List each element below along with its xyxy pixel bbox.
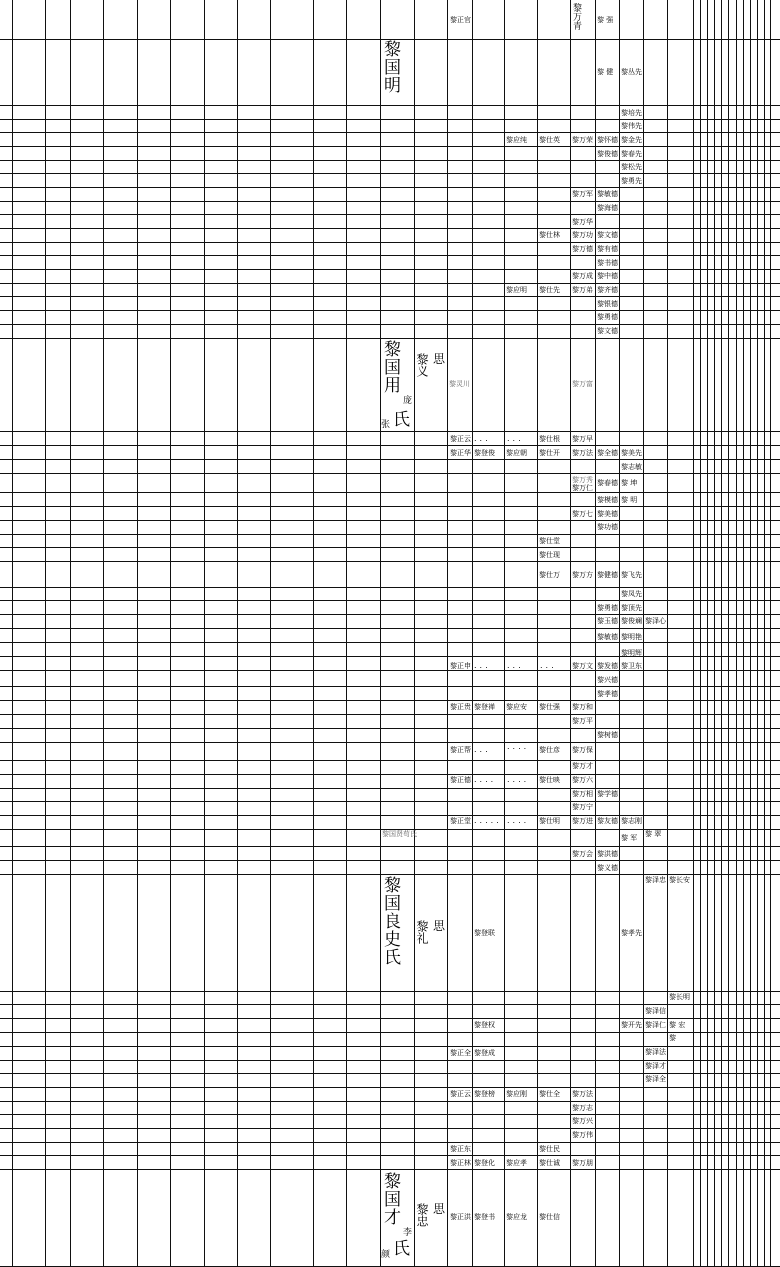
genealogy-entry: 黎万秀 — [572, 476, 593, 484]
genealogy-entry: 黎金先 — [621, 136, 642, 144]
genealogy-entry: 黎顶先 — [621, 604, 642, 612]
ancestor-name: 黎国明 — [380, 40, 400, 94]
ancestor-name: 黎国用 — [380, 340, 400, 394]
genealogy-entry: 黎勇德 — [597, 604, 618, 612]
genealogy-entry: 黎应明 — [506, 286, 527, 294]
generation-name: 思 — [433, 1202, 446, 1216]
genealogy-entry: 黎应孝 — [506, 1159, 527, 1167]
genealogy-entry: 黎明辉 — [621, 649, 642, 657]
genealogy-entry: 黎灵川 — [449, 380, 470, 388]
genealogy-entry: 黎丛先 — [621, 68, 642, 76]
genealogy-entry: 黎 坤 — [621, 479, 638, 487]
genealogy-entry: 黎万荣 — [572, 136, 593, 144]
genealogy-entry: 黎泽法 — [645, 1048, 666, 1056]
ellipsis-mark: ... — [474, 745, 491, 754]
genealogy-entry: 黎万宁 — [572, 803, 593, 811]
ellipsis-mark: .... — [507, 816, 530, 825]
genealogy-entry: 黎应朝 — [506, 449, 527, 457]
genealogy-entry: 黎泽信 — [645, 1007, 666, 1015]
genealogy-entry: 黎健德 — [597, 571, 618, 579]
genealogy-entry: 黎万平 — [572, 717, 593, 725]
genealogy-entry: 黎敏德 — [597, 190, 618, 198]
genealogy-entry: 黎仕全 — [539, 1090, 560, 1098]
genealogy-entry: 黎有德 — [597, 245, 618, 253]
genealogy-entry: 黎 强 — [597, 16, 614, 24]
genealogy-entry: 黎文德 — [597, 327, 618, 335]
genealogy-entry: 黎正华 — [450, 449, 471, 457]
ellipsis-mark: ... — [540, 661, 557, 670]
genealogy-entry: 黎敏德 — [597, 633, 618, 641]
ellipsis-mark: .... — [474, 775, 497, 784]
genealogy-entry: 黎中德 — [597, 272, 618, 280]
genealogy-entry: 黎长明 — [669, 993, 690, 1001]
genealogy-entry: 黎勇先 — [621, 177, 642, 185]
ancestor-spouse-suffix: 氏 — [393, 1239, 410, 1259]
ellipsis-mark: ... — [474, 434, 491, 443]
genealogy-entry: 黎万会 — [572, 850, 593, 858]
genealogy-entry: 黎仕信 — [539, 1213, 560, 1221]
genealogy-entry: 黎万仁 — [572, 484, 593, 492]
genealogy-entry: 黎万兴 — [572, 1117, 593, 1125]
genealogy-entry: 黎万富 — [572, 380, 593, 388]
genealogy-entry: 黎仕现 — [539, 551, 560, 559]
ellipsis-mark: ... — [507, 434, 524, 443]
genealogy-entry: 黎万伟 — [572, 1131, 593, 1139]
genealogy-entry: 黎登榜 — [474, 1090, 495, 1098]
genealogy-entry: 黎 — [669, 1034, 676, 1042]
genealogy-entry: 黎泽心 — [645, 617, 666, 625]
genealogy-entry: 黎开先 — [621, 1021, 642, 1029]
genealogy-entry: 黎培先 — [621, 109, 642, 117]
genealogy-entry: 黎长安 — [669, 876, 690, 884]
genealogy-entry: 黎学德 — [597, 790, 618, 798]
genealogy-entry: 黎万六 — [572, 776, 593, 784]
genealogy-entry: 黎美德 — [597, 510, 618, 518]
genealogy-entry: 黎孝先 — [621, 929, 642, 937]
generation-name: 黎礼 — [415, 920, 429, 944]
genealogy-entry: 黎俊德 — [597, 150, 618, 158]
ancestor-spouse-suffix: 氏 — [393, 410, 410, 430]
genealogy-entry: 黎应龙 — [506, 1213, 527, 1221]
genealogy-entry: 黎松先 — [621, 163, 642, 171]
genealogy-entry: 黎孝德 — [597, 690, 618, 698]
genealogy-entry: 黎万青 — [571, 3, 581, 30]
genealogy-entry: 黎仕强 — [539, 703, 560, 711]
genealogy-entry: 黎志敏 — [621, 463, 642, 471]
ellipsis-mark: .... — [507, 742, 530, 751]
genealogy-entry: 黎仕明 — [539, 817, 560, 825]
genealogy-entry: 黎应纯 — [506, 136, 527, 144]
genealogy-entry: 黎应安 — [506, 703, 527, 711]
genealogy-entry: 黎义德 — [597, 864, 618, 872]
genealogy-entry: 黎万保 — [572, 746, 593, 754]
genealogy-entry: 黎正全 — [450, 1049, 471, 1057]
genealogy-entry: 黎志刚 — [621, 817, 642, 825]
genealogy-entry: 黎仕先 — [539, 286, 560, 294]
generation-name: 思 — [433, 352, 446, 366]
genealogy-entry: 黎万军 — [572, 190, 593, 198]
genealogy-entry: 黎万进 — [572, 817, 593, 825]
ancestor-spouse: 李 — [403, 1228, 413, 1238]
genealogy-entry: 黎登联 — [474, 929, 495, 937]
genealogy-entry: 黎万志 — [572, 1104, 593, 1112]
genealogy-entry: 黎凤先 — [621, 590, 642, 598]
genealogy-entry: 黎万相 — [572, 790, 593, 798]
genealogy-entry: 黎登书 — [474, 1213, 495, 1221]
ellipsis-mark: .... — [507, 775, 530, 784]
genealogy-entry: 黎仕民 — [539, 1145, 560, 1153]
ancestor-name: 黎国良史氏 — [380, 876, 400, 966]
genealogy-entry: 黎仕映 — [539, 776, 560, 784]
genealogy-entry: 黎泽忠 — [645, 876, 666, 884]
genealogy-entry: 黎仕诚 — [539, 1159, 560, 1167]
generation-name: 黎义 — [415, 353, 429, 377]
genealogy-entry: 黎 明 — [621, 496, 638, 504]
genealogy-entry: 黎登权 — [474, 1021, 495, 1029]
genealogy-entry: 黎卫东 — [621, 662, 642, 670]
generation-name: 思 — [433, 919, 446, 933]
genealogy-entry: 黎怀德 — [597, 136, 618, 144]
genealogy-entry: 黎万早 — [572, 435, 593, 443]
genealogy-entry: 黎仕开 — [539, 449, 560, 457]
ellipsis-mark: ... — [474, 661, 491, 670]
genealogy-entry: 黎勇德 — [597, 313, 618, 321]
genealogy-entry: 黎发德 — [597, 662, 618, 670]
genealogy-entry: 黎 翠 — [645, 830, 662, 838]
genealogy-entry: 黎泽仁 — [645, 1021, 666, 1029]
genealogy-entry: 黎万华 — [572, 218, 593, 226]
genealogy-entry: 黎伟先 — [621, 122, 642, 130]
genealogy-entry: 黎万和 — [572, 703, 593, 711]
genealogy-entry: 黎洪德 — [597, 850, 618, 858]
genealogy-entry: 黎正帮 — [450, 746, 471, 754]
genealogy-entry: 黎登化 — [474, 1159, 495, 1167]
genealogy-entry: 黎仕彦 — [539, 746, 560, 754]
genealogy-entry: 黎万文 — [572, 662, 593, 670]
genealogy-entry: 黎模德 — [597, 496, 618, 504]
genealogy-entry: 黎正官 — [450, 16, 471, 24]
genealogy-entry: 黎玉德 — [597, 617, 618, 625]
genealogy-entry: 黎正洪 — [450, 1213, 471, 1221]
genealogy-entry: 黎明艳 — [621, 633, 642, 641]
genealogy-entry: 黎文德 — [597, 231, 618, 239]
ancestor-spouse: 张 — [381, 420, 391, 430]
genealogy-entry: 黎仕英 — [539, 136, 560, 144]
genealogy-entry: 黎仕堂 — [539, 537, 560, 545]
genealogy-entry: 黎泽才 — [645, 1062, 666, 1070]
genealogy-entry: 黎正申 — [450, 662, 471, 670]
genealogy-entry: 黎飞先 — [621, 571, 642, 579]
genealogy-entry: 黎美先 — [621, 449, 642, 457]
genealogy-entry: 黎万弟 — [572, 286, 593, 294]
genealogy-entry: 黎仕林 — [539, 231, 560, 239]
genealogy-entry: 黎 健 — [597, 68, 614, 76]
genealogy-entry: 黎功德 — [597, 523, 618, 531]
genealogy-entry: 黎万朋 — [572, 1159, 593, 1167]
ancestor-name: 黎国才 — [380, 1172, 400, 1226]
genealogy-entry: 黎兴德 — [597, 676, 618, 684]
genealogy-entry: 黎万功 — [572, 231, 593, 239]
genealogy-entry: 黎登禅 — [474, 703, 495, 711]
ancestor-entry: 黎国贤苟氏 — [382, 830, 417, 838]
genealogy-entry: 黎万成 — [572, 272, 593, 280]
genealogy-entry: 黎全德 — [597, 449, 618, 457]
genealogy-entry: 黎齐德 — [597, 286, 618, 294]
genealogy-entry: 黎仕根 — [539, 435, 560, 443]
genealogy-entry: 黎俊斓 — [621, 617, 642, 625]
genealogy-entry: 黎万法 — [572, 449, 593, 457]
genealogy-entry: 黎登成 — [474, 1049, 495, 1057]
ancestor-spouse: 颜 — [381, 1250, 391, 1260]
genealogy-entry: 黎万法 — [572, 1090, 593, 1098]
ancestor-spouse: 庞 — [403, 396, 413, 406]
genealogy-entry: 黎春先 — [621, 150, 642, 158]
genealogy-entry: 黎海德 — [597, 204, 618, 212]
genealogy-entry: 黎正东 — [450, 1145, 471, 1153]
genealogy-entry: 黎树德 — [597, 731, 618, 739]
genealogy-entry: 黎正林 — [450, 1159, 471, 1167]
genealogy-entry: 黎万才 — [572, 762, 593, 770]
genealogy-entry: 黎泽全 — [645, 1075, 666, 1083]
genealogy-entry: 黎正云 — [450, 435, 471, 443]
genealogy-entry: 黎仕万 — [539, 571, 560, 579]
genealogy-entry: 黎友德 — [597, 817, 618, 825]
generation-name: 黎忠 — [415, 1203, 429, 1227]
genealogy-entry: 黎应刚 — [506, 1090, 527, 1098]
genealogy-entry: 黎春德 — [597, 479, 618, 487]
genealogy-entry: 黎正云 — [450, 1090, 471, 1098]
genealogy-entry: 黎登俊 — [474, 449, 495, 457]
genealogy-entry: 黎万七 — [572, 510, 593, 518]
ellipsis-mark: ..... — [474, 816, 502, 825]
genealogy-entry: 黎万德 — [572, 245, 593, 253]
genealogy-entry: 黎正德 — [450, 776, 471, 784]
genealogy-entry: 黎正堂 — [450, 817, 471, 825]
genealogy-entry: 黎 宏 — [669, 1021, 686, 1029]
genealogy-entry: 黎 军 — [621, 834, 638, 842]
genealogy-entry: 黎正贵 — [450, 703, 471, 711]
genealogy-entry: 黎书德 — [597, 259, 618, 267]
genealogy-entry: 黎万方 — [572, 571, 593, 579]
ellipsis-mark: ... — [507, 661, 524, 670]
genealogy-entry: 黎银德 — [597, 300, 618, 308]
